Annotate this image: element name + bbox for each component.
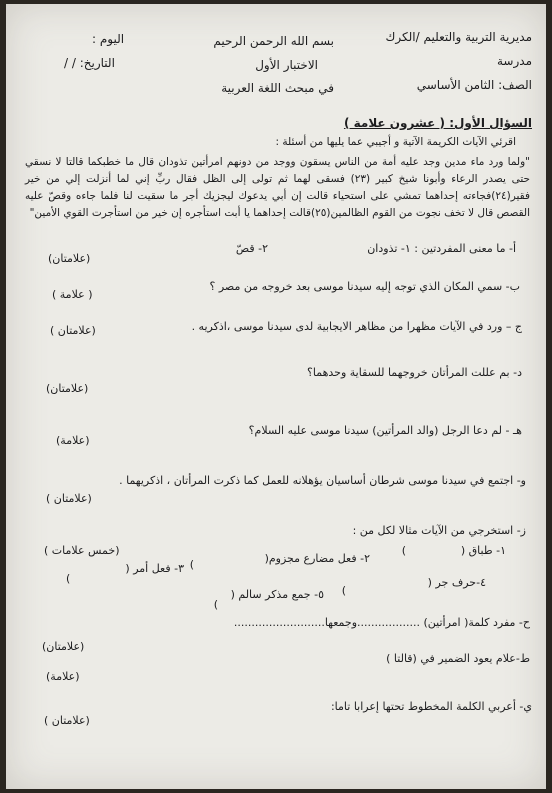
question-t: ط-علام يعود الضمير في (قالتا ) bbox=[386, 652, 530, 665]
school-label: مدرسة bbox=[496, 54, 532, 68]
directorate-label: مديرية التربية والتعليم /الكرك bbox=[385, 30, 532, 44]
question-a-marks: (علامتان) bbox=[48, 252, 91, 265]
question-c-marks: (علامتان ) bbox=[50, 324, 96, 337]
question-g: ز- استخرجي من الآيات مثالا لكل من : bbox=[352, 524, 526, 537]
question-c: ج – ورد في الآيات مظهرا من مظاهر الايجابية لدى سيدنا موسى ،اذكريه . bbox=[191, 320, 522, 333]
basmala: بسم الله الرحمن الرحيم bbox=[213, 34, 334, 48]
question-y: ي- أعربي الكلمة المخطوط تحتها إعرابا تاما: bbox=[330, 700, 532, 713]
date-label: التاريخ: / / bbox=[64, 56, 115, 70]
question-g-item-5-close: ) bbox=[213, 598, 218, 611]
question-g-item-4-close: ) bbox=[341, 584, 346, 597]
question-e: هـ - لم دعا الرجل (والد المرأتين) سيدنا موسى عليه السلام؟ bbox=[248, 424, 522, 437]
question-g-item-4: ٤-حرف جر ( bbox=[427, 576, 486, 589]
question-b-marks: ( علامة ) bbox=[52, 288, 93, 301]
question-f-marks: (علامتان ) bbox=[46, 492, 92, 505]
question-a-part2: ٢- قصّ bbox=[235, 242, 268, 255]
exam-sheet bbox=[6, 4, 546, 789]
question-1-instruction: اقرئي الآيات الكريمة الآتية و أجيبي عما يليها من أسئلة : bbox=[275, 136, 516, 148]
question-g-item-3-close: ) bbox=[66, 572, 71, 585]
subject-title: في مبحث اللغة العربية bbox=[221, 81, 334, 95]
question-t-marks: (علامة) bbox=[46, 670, 80, 683]
question-a: أ- ما معنى المفردتين : ١- تذودان bbox=[367, 242, 516, 255]
question-d: د- بم عللت المرأتان خروجهما للسقاية وحدهما؟ bbox=[307, 366, 522, 379]
question-y-marks: (علامتان ) bbox=[44, 714, 90, 727]
question-b: ب- سمي المكان الذي توجه إليه سيدنا موسى بعد خروجه من مصر ؟ bbox=[209, 280, 520, 293]
question-f: و- اجتمع في سيدنا موسى شرطان أساسيان يؤهلانه للعمل كما ذكرت المرأتان ، اذكريهما . bbox=[119, 474, 526, 487]
grade-label: الصف: الثامن الأساسي bbox=[416, 78, 532, 92]
question-g-item-1: ١- طباق ( bbox=[460, 544, 506, 557]
quran-passage: "ولما ورد ماء مدين وجد عليه أمة من الناس يسقون ووجد من دونهم امرأتين تذودان قال ما خطبكما قالتا لا نسقي حتى يصدر الرعاء وأبونا شيخ كبير (٢٣) فسقى لهما ثم تولى إلى الظل فقال ربِّ إني لما أنزلت إلي من خير فقير(٢٤)فجاءته إحداهما تمشي على استحياء قالت إن أبي يدعوك ليجزيك أجر ما سقيت لنا فلما جاءه وقصّ عليه القصص قال لا تخف نجوت من القوم الظالمين(٢٥)قالت إحداهما يا أبت استأجره إن خير من استأجرت القوي الأمين" bbox=[25, 156, 530, 219]
question-1-title: السؤال الأول: ( عشرون علامة ) bbox=[343, 116, 532, 130]
question-g-item-1-close: ) bbox=[401, 544, 406, 557]
question-h: ح- مفرد كلمة( امرأتين) ..................وجمعها.......................... bbox=[233, 616, 530, 629]
question-e-marks: (علامة) bbox=[56, 434, 90, 447]
question-g-marks: (خمس علامات ) bbox=[44, 544, 120, 557]
question-g-item-2: ٢- فعل مضارع مجزوم( bbox=[264, 552, 370, 565]
question-h-marks: (علامتان) bbox=[42, 640, 85, 653]
day-label: اليوم : bbox=[92, 32, 125, 46]
exam-title: الاختبار الأول bbox=[255, 58, 318, 72]
question-g-item-5: ٥- جمع مذكر سالم ( bbox=[230, 588, 324, 601]
question-g-item-3: ٣- فعل أمر ( bbox=[125, 562, 184, 575]
question-g-item-2-close: ) bbox=[189, 558, 194, 571]
question-d-marks: (علامتان) bbox=[46, 382, 89, 395]
